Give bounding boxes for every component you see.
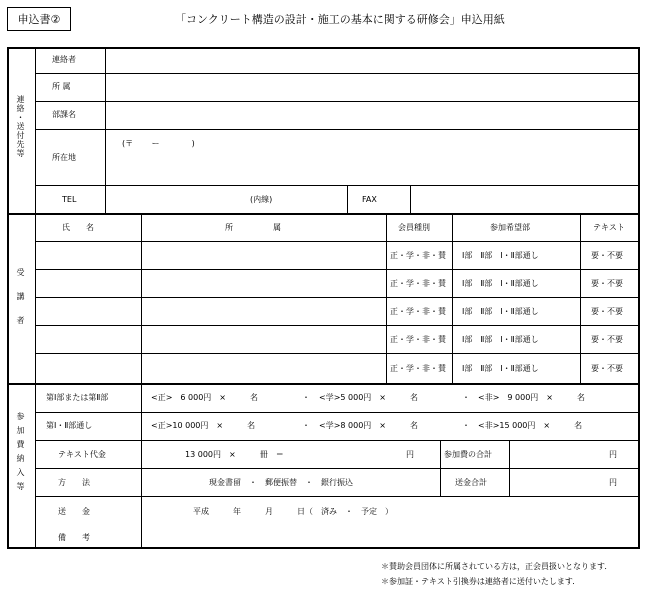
contact-person-label: 連絡者 — [52, 55, 76, 64]
text-fee-formula[interactable]: 13 000円 × 冊 ＝ — [185, 450, 284, 459]
attendee-affiliation-field[interactable] — [143, 355, 385, 382]
part1-2-regular-fee[interactable]: <正>10 000円 × 名 — [151, 421, 256, 430]
attendee-name-field[interactable] — [38, 327, 140, 352]
attendee-name-field[interactable] — [38, 271, 140, 296]
attendee-name-field[interactable] — [38, 243, 140, 268]
contact-section-label: 連絡・送付先等 — [16, 95, 25, 158]
header-text: テキスト — [593, 223, 625, 232]
attendee-name-field[interactable] — [38, 355, 140, 382]
text-fee-yen: 円 — [406, 450, 414, 459]
attendee-affiliation-field[interactable] — [143, 299, 385, 324]
header-member-type: 会員種別 — [398, 223, 430, 232]
fax-field[interactable] — [412, 188, 637, 212]
part1-or-2-nonmember-fee[interactable]: <非> 9 000円 × 名 — [478, 393, 586, 402]
attendee-name-field[interactable] — [38, 299, 140, 324]
department-field[interactable] — [107, 103, 637, 128]
attendee-affiliation-field[interactable] — [143, 271, 385, 296]
affiliation-label: 所 属 — [52, 82, 71, 91]
affiliation-field[interactable] — [107, 75, 637, 100]
part1-or-2-student-fee[interactable]: <学>5 000円 × 名 — [319, 393, 419, 402]
separator: ・ — [462, 421, 470, 430]
part-options[interactable]: Ⅰ部 Ⅱ部 Ⅰ・Ⅱ部通し — [462, 307, 539, 316]
tel-label: TEL — [62, 195, 77, 204]
text-options[interactable]: 要・不要 — [591, 364, 623, 373]
separator: ・ — [302, 393, 310, 402]
header-affiliation: 所 属 — [225, 223, 281, 232]
participation-total-yen[interactable]: 円 — [609, 450, 617, 459]
fax-label: FAX — [362, 195, 377, 204]
postal-code-field[interactable]: (〒 ー ) — [122, 139, 195, 148]
separator: ・ — [302, 421, 310, 430]
remarks-field[interactable] — [143, 520, 638, 547]
part1-2-student-fee[interactable]: <学>8 000円 × 名 — [319, 421, 419, 430]
remittance-date-field[interactable]: 平成 年 月 日（ 済み ・ 予定 ） — [193, 507, 393, 516]
part1-2-nonmember-fee[interactable]: <非>15 000円 × 名 — [478, 421, 583, 430]
footnote: ＊参加証・テキスト引換券は連絡者に送付いたします． — [381, 577, 581, 586]
footnote: ＊賛助会員団体に所属されている方は，正会員扱いとなります． — [381, 562, 613, 571]
member-type-options[interactable]: 正・学・非・賛 — [390, 307, 446, 316]
part-options[interactable]: Ⅰ部 Ⅱ部 Ⅰ・Ⅱ部通し — [462, 279, 539, 288]
extension-label[interactable]: (内線) — [250, 195, 273, 204]
method-label: 方 法 — [58, 478, 90, 487]
part-options[interactable]: Ⅰ部 Ⅱ部 Ⅰ・Ⅱ部通し — [462, 364, 539, 373]
remittance-total-yen[interactable]: 円 — [609, 478, 617, 487]
member-type-options[interactable]: 正・学・非・賛 — [390, 364, 446, 373]
part1-2-through-label: 第Ⅰ・Ⅱ部通し — [46, 421, 93, 430]
separator: ・ — [462, 393, 470, 402]
attendee-affiliation-field[interactable] — [143, 327, 385, 352]
text-options[interactable]: 要・不要 — [591, 307, 623, 316]
part1-or-2-label: 第Ⅰ部または第Ⅱ部 — [46, 393, 109, 402]
member-type-options[interactable]: 正・学・非・賛 — [390, 251, 446, 260]
part-options[interactable]: Ⅰ部 Ⅱ部 Ⅰ・Ⅱ部通し — [462, 335, 539, 344]
fees-section-label: 参加費納入等 — [16, 412, 25, 496]
member-type-options[interactable]: 正・学・非・賛 — [390, 335, 446, 344]
contact-person-field[interactable] — [107, 50, 637, 72]
participation-total-label: 参加費の合計 — [444, 450, 492, 459]
text-options[interactable]: 要・不要 — [591, 335, 623, 344]
remittance-label: 送 金 — [58, 507, 90, 516]
text-fee-label: テキスト代金 — [58, 450, 106, 459]
text-options[interactable]: 要・不要 — [591, 279, 623, 288]
header-name: 氏 名 — [62, 223, 94, 232]
remittance-total-label: 送金合計 — [455, 478, 487, 487]
member-type-options[interactable]: 正・学・非・賛 — [390, 279, 446, 288]
attendee-affiliation-field[interactable] — [143, 243, 385, 268]
part-options[interactable]: Ⅰ部 Ⅱ部 Ⅰ・Ⅱ部通し — [462, 251, 539, 260]
header-part: 参加希望部 — [490, 223, 530, 232]
remarks-label: 備 考 — [58, 533, 90, 542]
attendee-section-label: 受講者 — [16, 268, 25, 340]
department-label: 部課名 — [52, 110, 76, 119]
form-label: 申込書② — [7, 7, 71, 31]
payment-method-options[interactable]: 現金書留 ・ 郵便振替 ・ 銀行振込 — [209, 478, 353, 487]
text-options[interactable]: 要・不要 — [591, 251, 623, 260]
address-label: 所在地 — [52, 153, 76, 162]
form-title: 「コンクリート構造の設計・施工の基本に関する研修会」申込用紙 — [175, 13, 505, 26]
part1-or-2-regular-fee[interactable]: <正> 6 000円 × 名 — [151, 393, 259, 402]
